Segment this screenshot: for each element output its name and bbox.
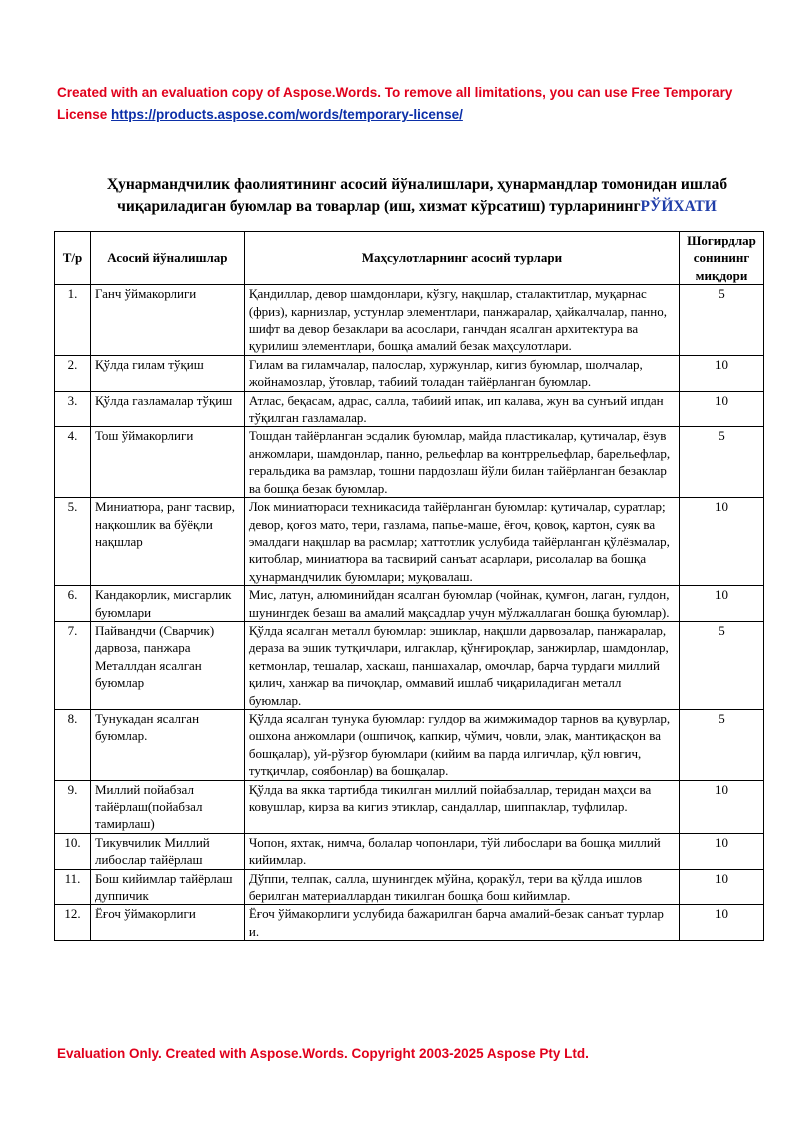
- evaluation-footer: Evaluation Only. Created with Aspose.Words. Copyright 2003-2025 Aspose Pty Ltd.: [57, 1046, 589, 1061]
- cell-qty: 5: [680, 427, 764, 498]
- document-title: [54, 174, 780, 218]
- table-header-row: [55, 232, 764, 285]
- cell-qty: 10: [680, 780, 764, 833]
- cell-num: 4.: [55, 427, 91, 498]
- evaluation-notice-text: Created with an evaluation copy of Aspose.Words. To remove all limitations, you can use Free Temporary License: [57, 85, 733, 122]
- table-row: [55, 285, 764, 356]
- document-title-accent: РЎЙХАТИ: [640, 198, 717, 215]
- cell-products: Чопон, яхтак, нимча, болалар чопонлари, тўй либослари ва бошқа миллий кийимлар.: [244, 833, 679, 869]
- table-row: [55, 391, 764, 427]
- cell-products: Гилам ва гиламчалар, палослар, хуржунлар, кигиз буюмлар, шолчалар, жойнамозлар, ўтовлар, табиий толадан тайёрланган буюмлар.: [244, 355, 679, 391]
- header-apprentices: Шогирдлар сонининг миқдори: [680, 232, 764, 285]
- cell-direction: Миллий пойабзал тайёрлаш(пойабзал тамирлаш): [90, 780, 244, 833]
- table-row: [55, 869, 764, 905]
- cell-direction: Бош кийимлар тайёрлаш дуппичик: [90, 869, 244, 905]
- cell-products: Лок миниатюраси техникасида тайёрланган буюмлар: қутичалар, суратлар; девор, қоғоз мато, тери, газлама, папье-маше, ёғоч, қовоқ, картон, суяк ва эмалдаги нақшлар ва расмлар; хаттотлик услубида тайёрланган қўлёзмалар, китоблар, миниатюра ва тасвирий санъат асарлари, рисолалар ва бошқа ҳунармандчилик буюмлари; муқовалаш.: [244, 498, 679, 586]
- cell-direction: Тунукадан ясалган буюмлар.: [90, 709, 244, 780]
- cell-qty: 10: [680, 905, 764, 941]
- cell-num: 1.: [55, 285, 91, 356]
- cell-direction: Тикувчилик Миллий либослар тайёрлаш: [90, 833, 244, 869]
- cell-num: 2.: [55, 355, 91, 391]
- cell-products: Мис, латун, алюминийдан ясалган буюмлар (чойнак, қумғон, лаган, гулдон, шунингдек безаш ва амалий мақсадлар учун мўлжаллаган бошқа буюмлар).: [244, 586, 679, 622]
- cell-qty: 10: [680, 869, 764, 905]
- cell-direction: Кандакорлик, мисгарлик буюмлари: [90, 586, 244, 622]
- crafts-table: [54, 231, 764, 941]
- table-row: [55, 833, 764, 869]
- cell-qty: 5: [680, 621, 764, 709]
- cell-qty: 5: [680, 285, 764, 356]
- cell-products: Тошдан тайёрланган эсдалик буюмлар, майда пластикалар, қутичалар, ёзув анжомлари, шамдонлар, панно, рельефлар ва контррельефлар, барельефлар, геральдика ва рамзлар, тошни пардозлаш йўли билан тайёрланган безаклар ва бошқа безак буюмлар.: [244, 427, 679, 498]
- cell-num: 10.: [55, 833, 91, 869]
- cell-qty: 10: [680, 391, 764, 427]
- table-body: [55, 285, 764, 941]
- cell-qty: 10: [680, 355, 764, 391]
- table-row: [55, 709, 764, 780]
- table-row: [55, 621, 764, 709]
- cell-direction: Пайвандчи (Сварчик) дарвоза, панжара Металлдан ясалган буюмлар: [90, 621, 244, 709]
- evaluation-notice: [57, 82, 777, 126]
- cell-num: 9.: [55, 780, 91, 833]
- cell-num: 7.: [55, 621, 91, 709]
- cell-num: 11.: [55, 869, 91, 905]
- cell-direction: Ёғоч ўймакорлиги: [90, 905, 244, 941]
- table-row: [55, 427, 764, 498]
- cell-num: 3.: [55, 391, 91, 427]
- cell-num: 5.: [55, 498, 91, 586]
- cell-direction: Қўлда гилам тўқиш: [90, 355, 244, 391]
- cell-products: Дўппи, телпак, салла, шунингдек мўйна, қоракўл, тери ва қўлда ишлов берилган материаллардан тикилган бошқа бош кийимлар.: [244, 869, 679, 905]
- table-row: [55, 498, 764, 586]
- cell-direction: Тош ўймакорлиги: [90, 427, 244, 498]
- cell-num: 6.: [55, 586, 91, 622]
- document-title-main: Ҳунармандчилик фаолиятининг асосий йўналишлари, ҳунармандлар томонидан ишлаб чиқариладиган буюмлар ва товарлар (иш, хизмат кўрсатиш) турларининг: [106, 176, 728, 215]
- header-number: Т/р: [55, 232, 91, 285]
- cell-num: 12.: [55, 905, 91, 941]
- cell-qty: 5: [680, 709, 764, 780]
- table-row: [55, 355, 764, 391]
- cell-products: Қандиллар, девор шамдонлари, кўзгу, нақшлар, сталактитлар, муқарнас (фриз), карнизлар, устунлар элементлари, панжаралар, ҳайкалчалар, панно, шифт ва девор безаклари ва асослари, ганчдан ясалган архитектура ва қурилиш элементлари, бошқа амалий безак маҳсулотлари.: [244, 285, 679, 356]
- cell-direction: Ганч ўймакорлиги: [90, 285, 244, 356]
- cell-direction: Қўлда газламалар тўқиш: [90, 391, 244, 427]
- table-row: [55, 780, 764, 833]
- header-products: Маҳсулотларнинг асосий турлари: [244, 232, 679, 285]
- cell-products: Қўлда ясалган тунука буюмлар: гулдор ва жимжимадор тарнов ва қувурлар, ошхона анжомлари (ошпичоқ, капкир, чўмич, човли, элак, мантиқасқон ва бошқалар), уй-рўзғор буюмлари (кийим ва парда илгичлар, қўл ювгич, тутқичлар, соябонлар) ва бошқалар.: [244, 709, 679, 780]
- cell-num: 8.: [55, 709, 91, 780]
- table-row: [55, 905, 764, 941]
- cell-products: Қўлда ва якка тартибда тикилган миллий пойабзаллар, теридан маҳси ва ковушлар, кирза ва кигиз этиклар, сандаллар, шиппаклар, туфлилар.: [244, 780, 679, 833]
- cell-qty: 10: [680, 498, 764, 586]
- table-row: [55, 586, 764, 622]
- cell-products: Қўлда ясалган металл буюмлар: эшиклар, нақшли дарвозалар, панжаралар, дераза ва эшик тутқичлари, илгаклар, қўнғироқлар, занжирлар, шамдонлар, кетмонлар, тешалар, хаскаш, паншахалар, омочлар, барча турдаги миллий қилич, ханжар ва пичоқлар, оммавий ишлаб чиқариладиган металл буюмлар.: [244, 621, 679, 709]
- cell-direction: Миниатюра, ранг тасвир, нақкошлик ва бўёқли нақшлар: [90, 498, 244, 586]
- cell-products: Ёғоч ўймакорлиги услубида бажарилган барча амалий-безак санъат турлар и.: [244, 905, 679, 941]
- cell-qty: 10: [680, 586, 764, 622]
- cell-qty: 10: [680, 833, 764, 869]
- license-link[interactable]: https://products.aspose.com/words/temporary-license/: [111, 107, 463, 122]
- header-direction: Асосий йўналишлар: [90, 232, 244, 285]
- cell-products: Атлас, беқасам, адрас, салла, табиий ипак, ип калава, жун ва сунъий ипдан тўқилган газламалар.: [244, 391, 679, 427]
